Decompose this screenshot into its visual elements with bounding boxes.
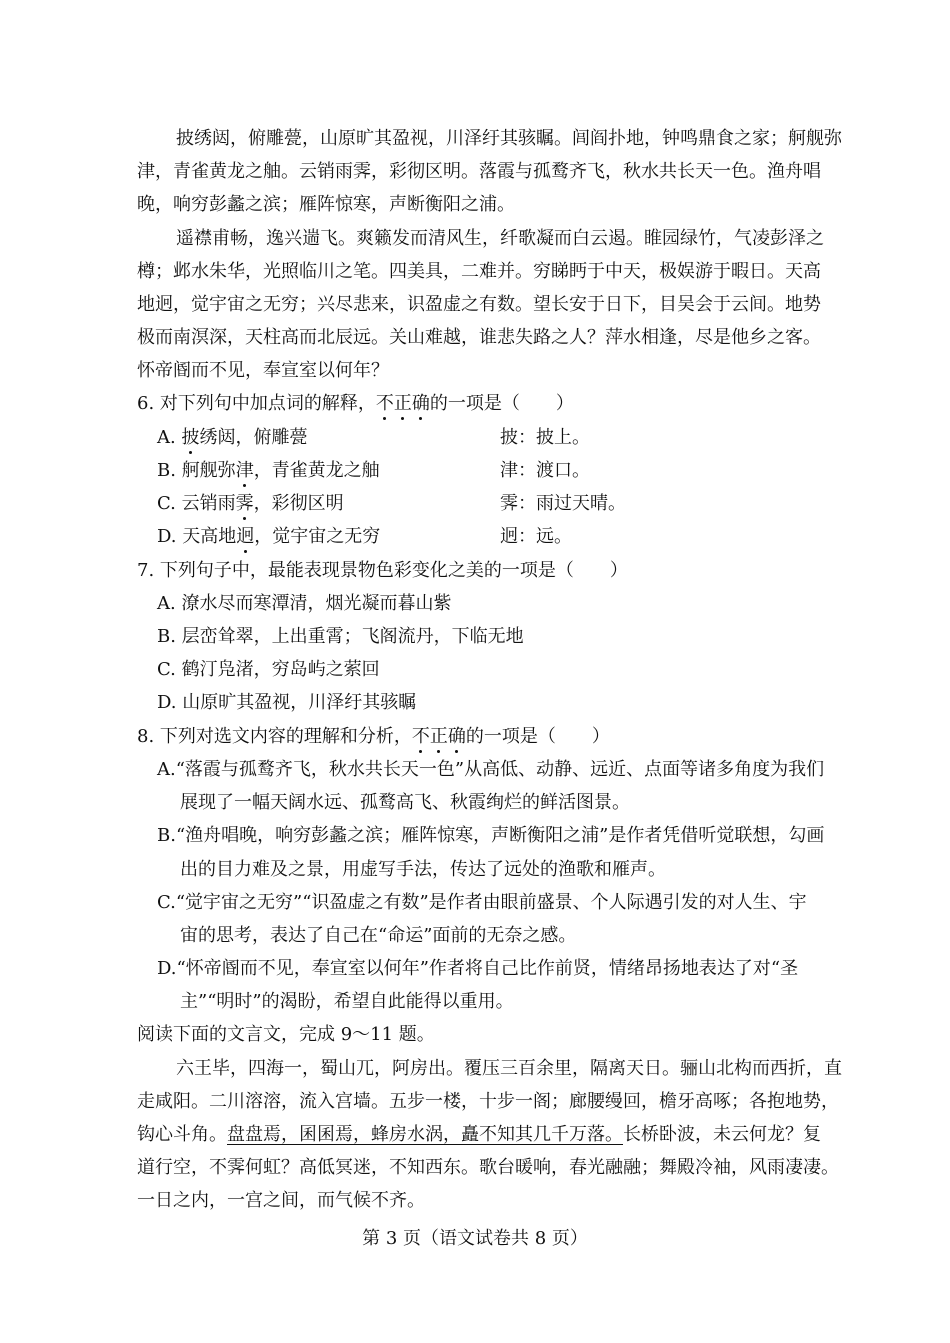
passage1-line-1: 披绣闼，俯雕甍，山原旷其盈视，川泽纡其骇瞩。闾阎扑地，钟鸣鼎食之家；舸舰弥	[176, 128, 842, 149]
q6-option-b	[157, 458, 380, 484]
option-text-post: ，觉宇宙之无穷	[254, 526, 381, 547]
dotted-word: 披	[181, 427, 200, 448]
dotted-word: 霁	[235, 493, 254, 514]
q8-option-b-line-1: B.“渔舟唱晚，响穷彭蠡之滨；雁阵惊寒，声断衡阳之浦”是作者凭借听觉联想，勾画	[157, 825, 825, 846]
passage1-line-3: 晚，响穷彭蠡之滨；雁阵惊寒，声断衡阳之浦。	[137, 194, 515, 215]
option-text-pre: 天高地	[182, 526, 237, 547]
emphasis-char: 确	[447, 726, 466, 747]
q7-option-d: D. 山原旷其盈视，川泽纡其骇瞩	[157, 692, 417, 713]
q6-stem-pre: 6. 对下列句中加点词的解释，	[137, 393, 376, 414]
q8-option-b-line-2: 出的目力难及之景，用虚写手法，传达了远处的渔歌和雁声。	[180, 859, 666, 880]
passage1-line-2: 津，青雀黄龙之舳。云销雨霁，彩彻区明。落霞与孤鹜齐飞，秋水共长天一色。渔舟唱	[137, 161, 821, 182]
option-label: B.	[157, 460, 176, 481]
q6-answer-a: 披：披上。	[500, 427, 590, 448]
emphasis-char: 确	[411, 393, 430, 414]
emphasis-char: 正	[393, 393, 412, 414]
dotted-word: 津	[235, 460, 254, 481]
option-text-post: ，青雀黄龙之舳	[253, 460, 380, 481]
q8-option-a-line-1: A.“落霞与孤鹜齐飞，秋水共长天一色”从高低、动静、远近、点面等诸多角度为我们	[157, 759, 825, 780]
question-8-stem	[137, 724, 610, 750]
q7-option-a: A. 潦水尽而寒潭清，烟光凝而暮山紫	[157, 593, 452, 614]
emphasis-char: 正	[429, 726, 448, 747]
option-text-pre: 云销雨	[181, 493, 236, 514]
passage1-line-7: 极而南溟深，天柱高而北辰远。关山难越，谁悲失路之人？萍水相逢，尽是他乡之客。	[137, 327, 821, 348]
dotted-word: 迥	[236, 526, 255, 547]
emphasis-char: 不	[411, 726, 430, 747]
passage2-line-3	[137, 1122, 821, 1148]
option-text-post: ，彩彻区明	[253, 493, 344, 514]
option-label: D.	[157, 526, 177, 547]
q6-stem-dotted	[376, 393, 430, 414]
q8-stem-pre: 8. 下列对选文内容的理解和分析，	[137, 726, 412, 747]
q6-option-d	[157, 524, 380, 550]
option-label: C.	[157, 493, 176, 514]
passage1-line-8: 怀帝阍而不见，奉宣室以何年？	[137, 360, 389, 381]
passage1-line-5: 樽；邺水朱华，光照临川之笔。四美具，二难并。穷睇眄于中天，极娱游于暇日。天高	[137, 261, 821, 282]
question-6-stem	[137, 391, 574, 417]
q6-answer-c: 霁：雨过天晴。	[500, 493, 626, 514]
passage2-line-3-pre: 钩心斗角。	[137, 1124, 227, 1145]
passage2-line-1: 六王毕，四海一，蜀山兀，阿房出。覆压三百余里，隔离天日。骊山北构而西折，直	[176, 1058, 842, 1079]
question-7-stem: 7. 下列句子中，最能表现景物色彩变化之美的一项是（ ）	[137, 560, 628, 581]
page-footer: 第 3 页（语文试卷共 8 页）	[362, 1228, 588, 1249]
q8-option-c-line-2: 宙的思考，表达了自己在“命运”面前的无奈之感。	[180, 925, 577, 946]
option-text-post: 绣闼，俯雕甍	[199, 427, 308, 448]
q8-stem-post: 的一项是（ ）	[465, 726, 610, 747]
q8-option-d-line-1: D.“怀帝阍而不见，奉宣室以何年”作者将自己比作前贤，情绪昂扬地表达了对“圣	[157, 958, 799, 979]
underlined-sentence: 盘盘焉，囷囷焉，蜂房水涡，矗不知其几千万落。	[227, 1124, 623, 1145]
q6-answer-b: 津：渡口。	[500, 460, 590, 481]
option-label: A.	[157, 427, 176, 448]
q7-option-b: B. 层峦耸翠，上出重霄；飞阁流丹，下临无地	[157, 626, 524, 647]
q8-option-a-line-2: 展现了一幅天阔水远、孤鹜高飞、秋霞绚烂的鲜活图景。	[180, 792, 630, 813]
passage1-line-4: 遥襟甫畅，逸兴遄飞。爽籁发而清风生，纤歌凝而白云遏。睢园绿竹，气凌彭泽之	[176, 228, 824, 249]
passage2-line-3-post: 长桥卧波，未云何龙？复	[623, 1124, 821, 1145]
passage1-line-6: 地迥，觉宇宙之无穷；兴尽悲来，识盈虚之有数。望长安于日下，目吴会于云间。地势	[137, 294, 821, 315]
emphasis-char: 不	[375, 393, 394, 414]
q6-answer-d: 迥：远。	[500, 526, 572, 547]
passage2-line-5: 一日之内，一宫之间，而气候不齐。	[137, 1190, 425, 1211]
q8-option-d-line-2: 主”“明时”的渴盼，希望自此能得以重用。	[180, 991, 514, 1012]
reading-instruction: 阅读下面的文言文，完成 9～11 题。	[137, 1024, 435, 1045]
q6-stem-post: 的一项是（ ）	[429, 393, 574, 414]
q8-stem-dotted	[412, 726, 466, 747]
q6-option-c	[157, 491, 344, 517]
passage2-line-2: 走咸阳。二川溶溶，流入宫墙。五步一楼，十步一阁；廊腰缦回，檐牙高啄；各抱地势，	[137, 1091, 839, 1112]
q7-option-c: C. 鹤汀凫渚，穷岛屿之萦回	[157, 659, 380, 680]
q8-option-c-line-1: C.“觉宇宙之无穷”“识盈虚之有数”是作者由眼前盛景、个人际遇引发的对人生、宇	[157, 892, 807, 913]
q6-option-a	[157, 425, 307, 451]
option-text-pre: 舸舰弥	[181, 460, 236, 481]
passage2-line-4: 道行空，不霁何虹？高低冥迷，不知西东。歌台暖响，春光融融；舞殿冷袖，风雨凄凄。	[137, 1157, 839, 1178]
